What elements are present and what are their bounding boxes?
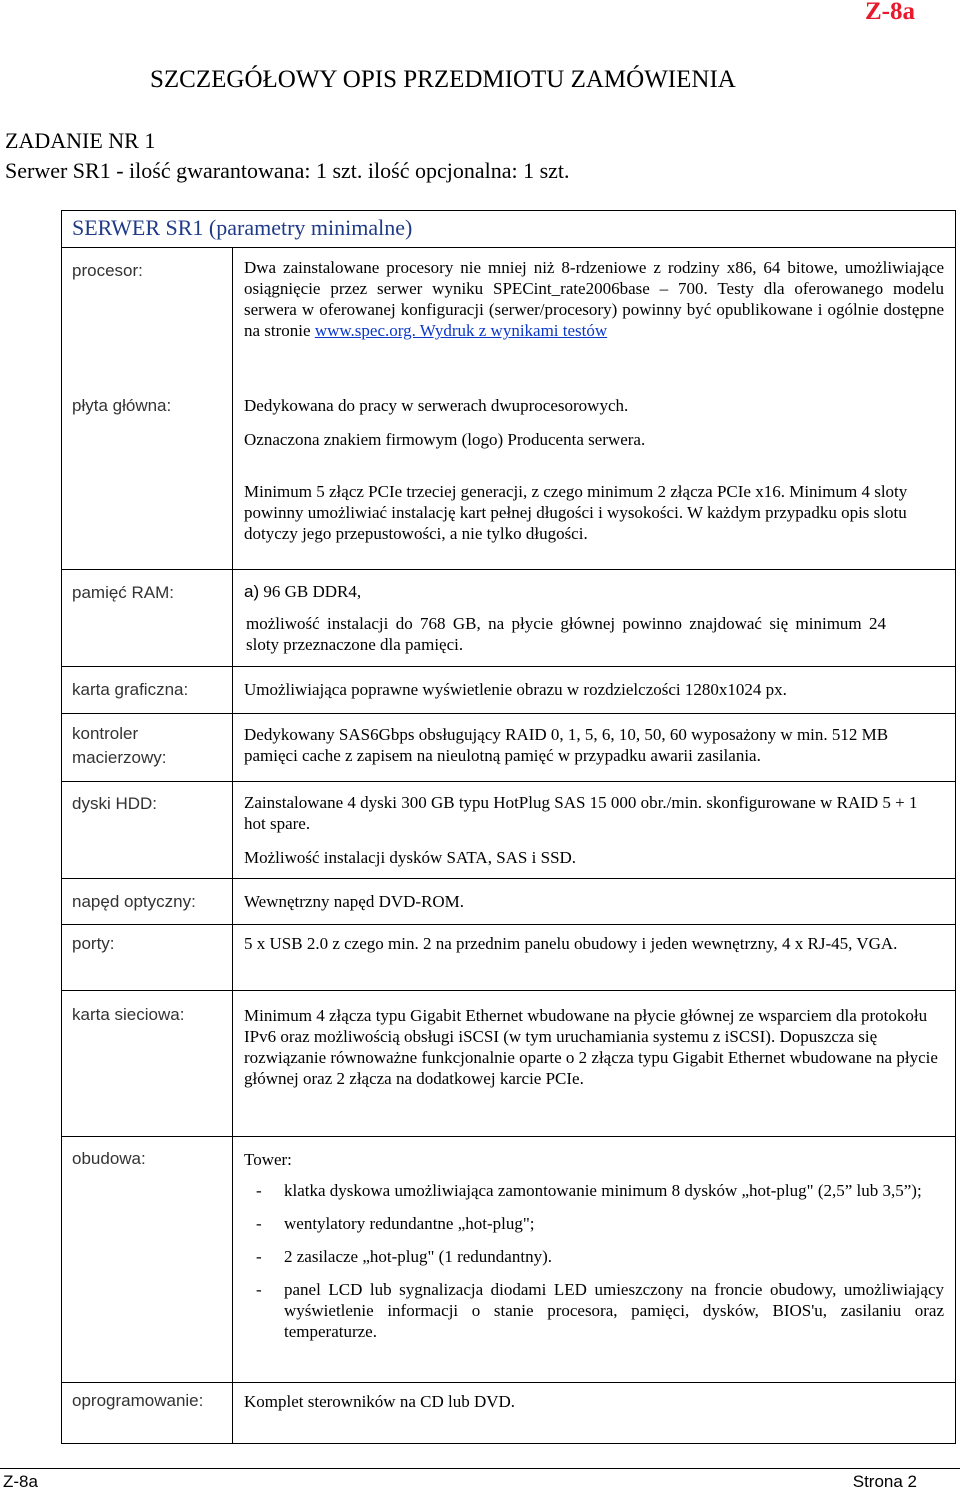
row-label-pamiec-ram: pamięć RAM: [72, 583, 175, 602]
document-title: SZCZEGÓŁOWY OPIS PRZEDMIOTU ZAMÓWIENIA [150, 66, 736, 93]
row-value-oprogramowanie: Komplet sterowników na CD lub DVD. [244, 1392, 516, 1411]
procesor-text: Dwa zainstalowane procesory nie mniej niż 8-rdzeniowe z rodziny x86, 64 bitowe, umożliwiające osiągnięcie przez serwer wyniku SPECint_rate2006base – 700. Testy dla oferowanego modelu serwera w oferowanej konfiguracji (serwer/procesory) powinny być opublikowane i ogólnie dostępne na stronie [244, 258, 944, 340]
row-divider [62, 781, 955, 782]
obudowa-intro: Tower: [244, 1150, 292, 1169]
row-value-plyta-glowna-3 [244, 481, 944, 544]
document-code: Z-8a [865, 0, 915, 25]
row-divider [62, 666, 955, 667]
row-divider [62, 878, 955, 879]
row-value-dyski-hdd: Zainstalowane 4 dyski 300 GB typu HotPlug SAS 15 000 obr./min. skonfigurowane w RAID 5 + 1 hot spare. [244, 793, 918, 833]
row-divider [62, 924, 955, 925]
row-value-porty: 5 x USB 2.0 z czego min. 2 na przednim panelu obudowy i jeden wewnętrzny, 4 x RJ-45, VGA. [244, 934, 898, 953]
row-label-plyta-glowna: płyta główna: [72, 396, 172, 415]
task-subtitle: Serwer SR1 - ilość gwarantowana: 1 szt. ilość opcjonalna: 1 szt. [5, 158, 570, 183]
row-divider [62, 1382, 955, 1383]
row-divider [62, 1136, 955, 1137]
plyta-line-2: Oznaczona znakiem firmowym (logo) Producenta serwera. [244, 430, 646, 449]
obudowa-item: - 2 zasilacze „hot-plug" (1 redundantny). [256, 1246, 944, 1267]
obudowa-list [244, 1180, 944, 1342]
row-divider [62, 713, 955, 714]
footer-page-number: Strona 2 [852, 1472, 917, 1491]
spec-table-header-text: SERWER SR1 (parametry minimalne) [72, 215, 413, 240]
row-value-pamiec-ram [244, 581, 944, 602]
row-label-procesor: procesor: [72, 261, 143, 280]
row-value-plyta-glowna [244, 395, 944, 416]
spec-table [61, 210, 956, 1444]
plyta-line-1: Dedykowana do pracy w serwerach dwuprocesorowych. [244, 396, 629, 415]
row-value-obudowa [244, 1149, 944, 1354]
row-label-naped-optyczny: napęd optyczny: [72, 892, 196, 911]
row-value-procesor [244, 257, 944, 341]
row-label-obudowa: obudowa: [72, 1149, 146, 1168]
row-value-naped-optyczny: Wewnętrzny napęd DVD-ROM. [244, 892, 465, 911]
plyta-line-3: Minimum 5 złącz PCIe trzeciej generacji, z czego minimum 2 złącza PCIe x16. Minimum 4 sloty powinny umożliwiać instalację kart pełnej długości i wysokości. W każdym przypadku opis slotu dotyczy jego przepustowości, a nie tylko długości. [244, 482, 908, 543]
column-divider [232, 247, 233, 1443]
row-value-kontroler: Dedykowany SAS6Gbps obsługujący RAID 0, 1, 5, 6, 10, 50, 60 wyposażony w min. 512 MB pamięci cache z zapisem na nieulotną pamięć w przypadku awarii zasilania. [244, 725, 889, 765]
task-title: ZADANIE NR 1 [5, 128, 156, 153]
row-value-dyski-hdd-2: Możliwość instalacji dysków SATA, SAS i SSD. [244, 848, 577, 867]
row-label-porty: porty: [72, 934, 115, 953]
row-value-karta-graficzna: Umożliwiająca poprawne wyświetlenie obrazu w rozdzielczości 1280x1024 px. [244, 680, 787, 699]
ram-prefix: a) [244, 582, 260, 601]
row-label-karta-graficzna: karta graficzna: [72, 680, 189, 699]
footer-doc-code: Z-8a [3, 1472, 38, 1491]
footer-rule [0, 1468, 960, 1469]
row-divider [62, 569, 955, 570]
spec-org-link[interactable]: www.spec.org. Wydruk z wynikami testów [314, 321, 608, 340]
row-value-plyta-glowna-2 [244, 429, 944, 450]
row-label-karta-sieciowa: karta sieciowa: [72, 1005, 185, 1024]
row-divider [62, 990, 955, 991]
spec-table-header [62, 211, 955, 248]
row-value-pamiec-ram-2 [246, 613, 886, 655]
ram-second: możliwość instalacji do 768 GB, na płycie głównej powinno znajdować się minimum 24 sloty przeznaczone dla pamięci. [246, 614, 886, 654]
row-label-oprogramowanie: oprogramowanie: [72, 1391, 204, 1410]
row-value-karta-sieciowa: Minimum 4 złącza typu Gigabit Ethernet wbudowane na płycie głównej ze wsparciem dla protokołu IPv6 oraz możliwością obsługi iSCSI (w tym uruchamiania systemu z iSCSI). Dopuszcza się rozwiązanie równoważne funkcjonalnie oparte o 2 złącza typu Gigabit Ethernet wbudowane na płycie głównej oraz 2 złącza na dodatkowej karcie PCIe. [244, 1006, 938, 1088]
ram-first: 96 GB DDR4, [259, 582, 362, 601]
obudowa-item: - klatka dyskowa umożliwiająca zamontowanie minimum 8 dysków „hot-plug" (2,5” lub 3,5”); [256, 1180, 944, 1201]
obudowa-item: - wentylatory redundantne „hot-plug"; [256, 1213, 944, 1234]
row-label-kontroler: kontroler macierzowy: [72, 724, 167, 767]
row-label-dyski-hdd: dyski HDD: [72, 794, 158, 813]
obudowa-item: - panel LCD lub sygnalizacja diodami LED umieszczony na froncie obudowy, umożliwiający wyświetlenie informacji o stanie procesora, pamięci, dysków, BIOS'u, zasilaniu oraz temperaturze. [256, 1279, 944, 1342]
